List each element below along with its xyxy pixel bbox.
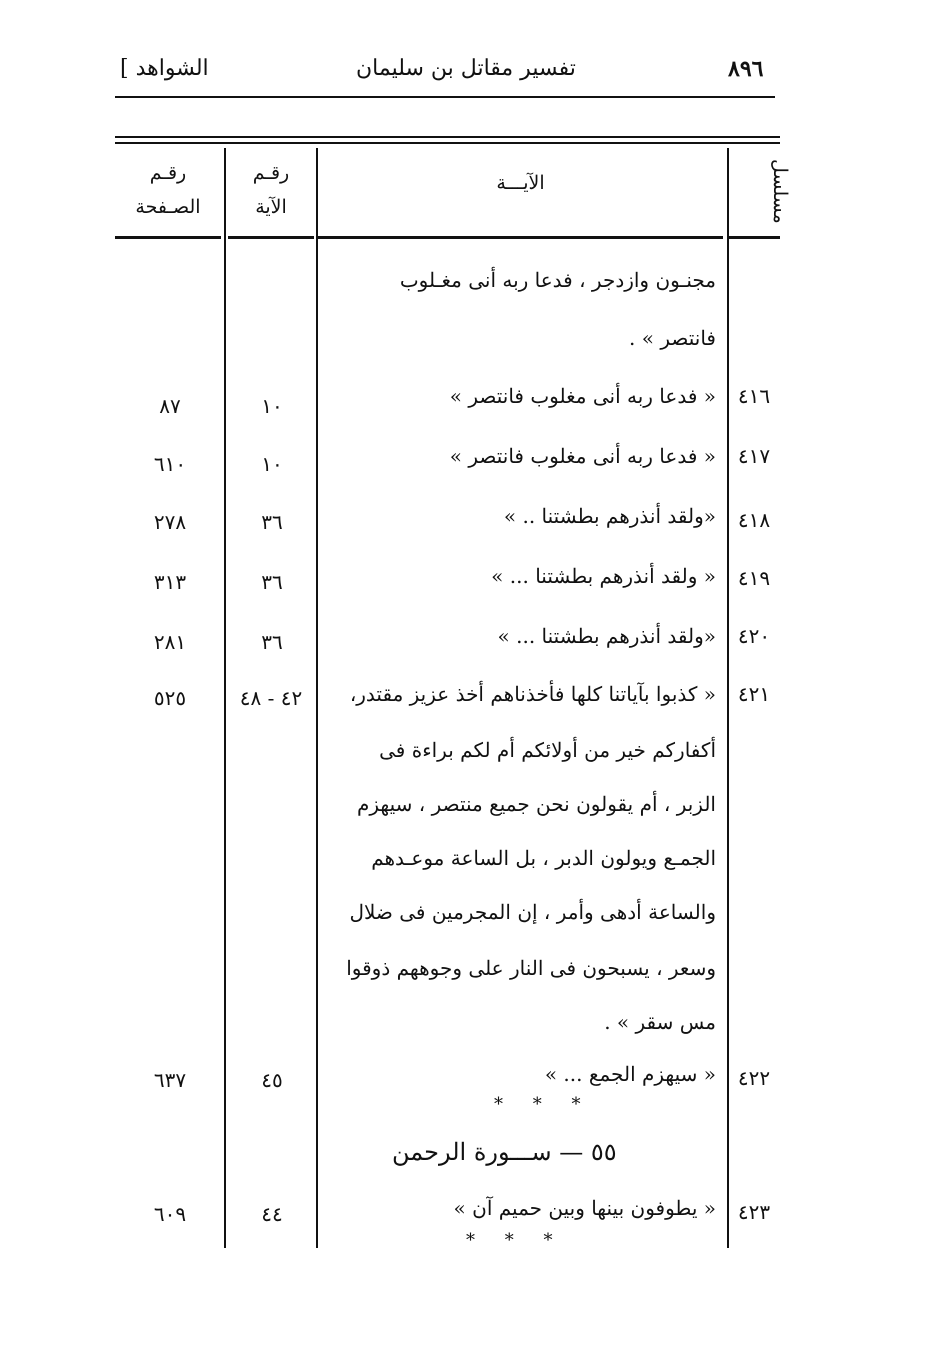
page-ref: ٦١٠ bbox=[153, 452, 187, 476]
serial-number: ٤٢١ bbox=[737, 682, 771, 706]
ayah-text: « ولقد أنذرهم بطشتنا ... » bbox=[491, 564, 716, 588]
serial-number: ٤١٩ bbox=[737, 566, 771, 590]
column-header-ayah: الآيـــة bbox=[496, 172, 545, 194]
ayah-text: «ولقد أنذرهم بطشتنا ... » bbox=[497, 624, 716, 648]
ayah-number: ١٠ bbox=[261, 394, 283, 418]
header-underline-serial bbox=[728, 236, 780, 239]
ayah-text: الزبر ، أم يقولون نحن جميع منتصر ، سيهزم bbox=[356, 792, 716, 816]
ayah-number: ٤٢ - ٤٨ bbox=[239, 686, 303, 710]
surah-heading: ٥٥ — ســـورة الرحمن bbox=[392, 1138, 617, 1166]
table-top-rule bbox=[115, 136, 780, 138]
ayah-text: « يطوفون بينها وبين حميم آن » bbox=[453, 1196, 716, 1220]
ayah-number: ٣٦ bbox=[261, 630, 283, 654]
page-number: ٨٩٦ bbox=[728, 56, 764, 82]
ayah-text: أكفاركم خير من أولائكم أم لكم براءة فى bbox=[379, 738, 716, 762]
serial-number: ٤١٦ bbox=[737, 384, 771, 408]
ayah-number: ٤٤ bbox=[261, 1202, 283, 1226]
header-underline-ayah bbox=[318, 236, 723, 239]
separator-stars: * * * bbox=[494, 1094, 593, 1115]
ayah-number: ٣٦ bbox=[261, 570, 283, 594]
section-title: [ الشواهد bbox=[120, 56, 209, 81]
column-header-ayah-number: رقـم الآية bbox=[252, 162, 290, 218]
header-underline-ayah-number bbox=[228, 236, 314, 239]
ayah-number: ١٠ bbox=[261, 452, 283, 476]
ayah-text: «ولقد أنذرهم بطشتنا .. » bbox=[503, 504, 716, 528]
page-ref: ٣١٣ bbox=[153, 570, 187, 594]
continuation-line: مجنـون وازدجر ، فدعا ربه أنى مغـلوب bbox=[399, 268, 716, 292]
page-ref: ٥٢٥ bbox=[153, 686, 187, 710]
serial-number: ٤٢٢ bbox=[737, 1066, 771, 1090]
serial-number: ٤١٧ bbox=[737, 444, 771, 468]
ayah-text: « فدعا ربه أنى مغلوب فانتصر » bbox=[449, 384, 716, 408]
ayah-number: ٤٥ bbox=[261, 1068, 283, 1092]
ayah-text: وسعر ، يسبحون فى النار على وجوههم ذوقوا bbox=[346, 956, 716, 980]
ayah-text: « فدعا ربه أنى مغلوب فانتصر » bbox=[449, 444, 716, 468]
column-header-page-number: رقـم الصـفحة bbox=[135, 162, 201, 218]
page-ref: ٢٨١ bbox=[153, 630, 187, 654]
serial-number: ٤٢٠ bbox=[737, 624, 771, 648]
ayah-text: الجمـع ويولون الدبر ، بل الساعة موعـدهم bbox=[371, 846, 716, 870]
ayah-text: والساعة أدهى وأمر ، إن المجرمين فى ضلال bbox=[349, 900, 716, 924]
page-ref: ٨٧ bbox=[159, 394, 181, 418]
table-top-rule-2 bbox=[115, 142, 780, 144]
continuation-line: فانتصر » . bbox=[629, 326, 716, 350]
ayah-text: مس سقر » . bbox=[604, 1010, 716, 1034]
column-header-serial: مسلسل bbox=[769, 158, 791, 224]
page-ref: ٦٣٧ bbox=[153, 1068, 187, 1092]
serial-number: ٤٢٣ bbox=[737, 1200, 771, 1224]
page-ref: ٢٧٨ bbox=[153, 510, 187, 534]
header-rule bbox=[115, 96, 775, 98]
page-ref: ٦٠٩ bbox=[153, 1202, 187, 1226]
header-underline-page bbox=[115, 236, 221, 239]
column-divider bbox=[727, 148, 729, 1248]
ayah-number: ٣٦ bbox=[261, 510, 283, 534]
ayah-text: « سيهزم الجمع ... » bbox=[544, 1062, 716, 1086]
serial-number: ٤١٨ bbox=[737, 508, 771, 532]
book-title: تفسير مقاتل بن سليمان bbox=[356, 56, 576, 81]
ayah-text: « كذبوا بآياتنا كلها فأخذناهم أخذ عزيز مقتدر، bbox=[349, 682, 716, 706]
separator-stars: * * * bbox=[466, 1230, 565, 1251]
